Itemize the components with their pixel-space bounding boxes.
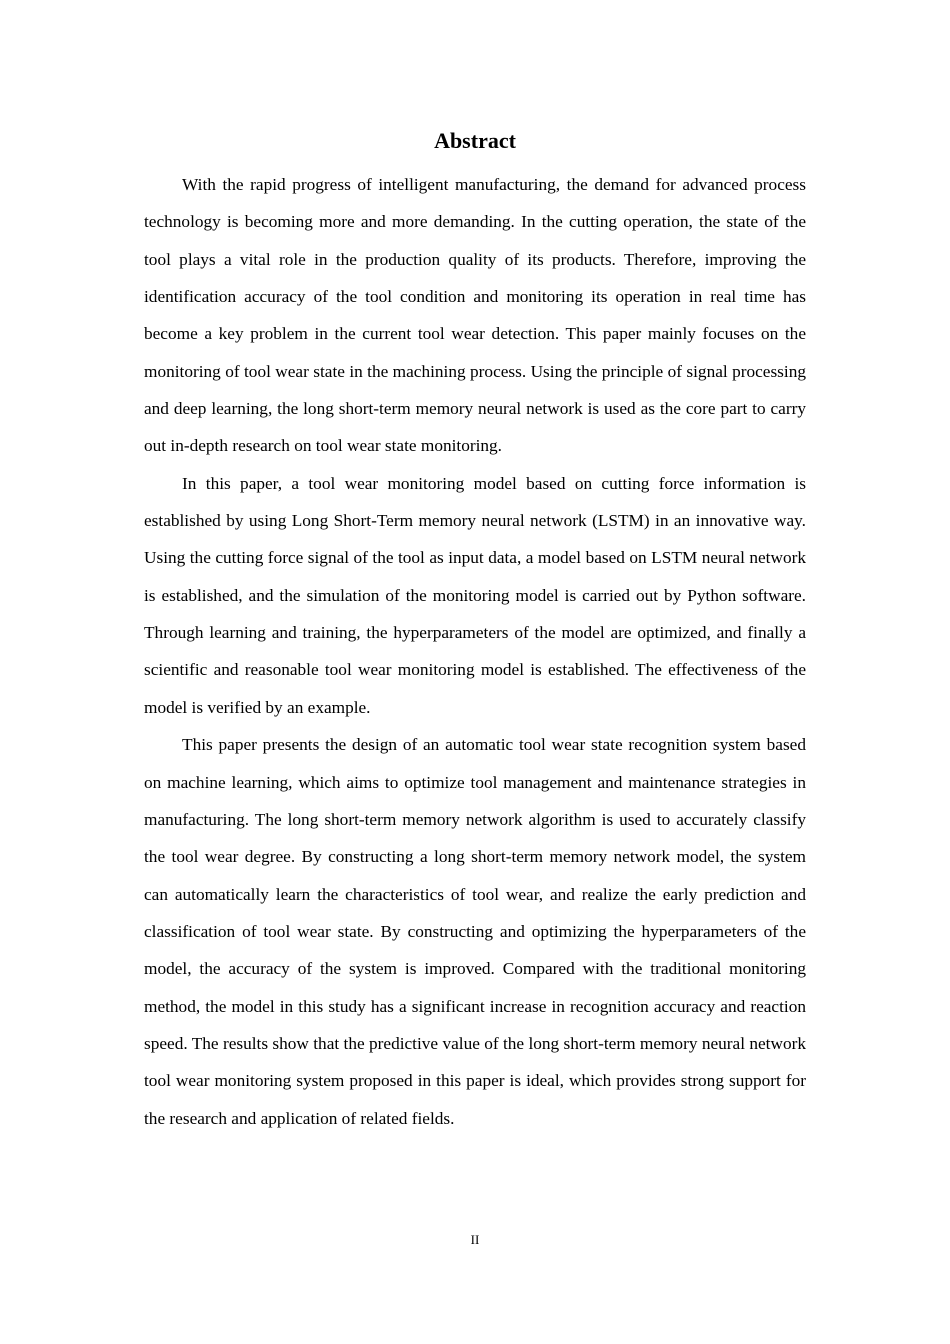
abstract-paragraph-1: With the rapid progress of intelligent manufacturing, the demand for advanced process technology is becoming more and more demanding. In the cutting operation, the state of the tool plays a vital role in the production quality of its products. Therefore, improving the identification accuracy of the tool condition and monitoring its operation in real time has become a key problem in the current tool wear detection. This paper mainly focuses on the monitoring of tool wear state in the machining process. Using the principle of signal processing and deep learning, the long short-term memory neural network is used as the core part to carry out in-depth research on tool wear state monitoring. xyxy=(144,175,806,456)
page-title: Abstract xyxy=(434,128,516,153)
page-number: II xyxy=(470,1232,480,1247)
abstract-body xyxy=(144,166,806,1137)
abstract-paragraph-2: In this paper, a tool wear monitoring model based on cutting force information is established by using Long Short-Term memory neural network (LSTM) in an innovative way. Using the cutting force signal of the tool as input data, a model based on LSTM neural network is established, and the simulation of the monitoring model is carried out by Python software. Through learning and training, the hyperparameters of the model are optimized, and finally a scientific and reasonable tool wear monitoring model is established. The effectiveness of the model is verified by an example. xyxy=(144,473,806,717)
abstract-paragraph-3: This paper presents the design of an automatic tool wear state recognition system based on machine learning, which aims to optimize tool management and maintenance strategies in manufacturing. The long short-term memory network algorithm is used to accurately classify the tool wear degree. By constructing a long short-term memory network model, the system can automatically learn the characteristics of tool wear, and realize the early prediction and classification of tool wear state. By constructing and optimizing the hyperparameters of the model, the accuracy of the system is improved. Compared with the traditional monitoring method, the model in this study has a significant increase in recognition accuracy and reaction speed. The results show that the predictive value of the long short-term memory neural network tool wear monitoring system proposed in this paper is ideal, which provides strong support for the research and application of related fields. xyxy=(144,735,806,1128)
